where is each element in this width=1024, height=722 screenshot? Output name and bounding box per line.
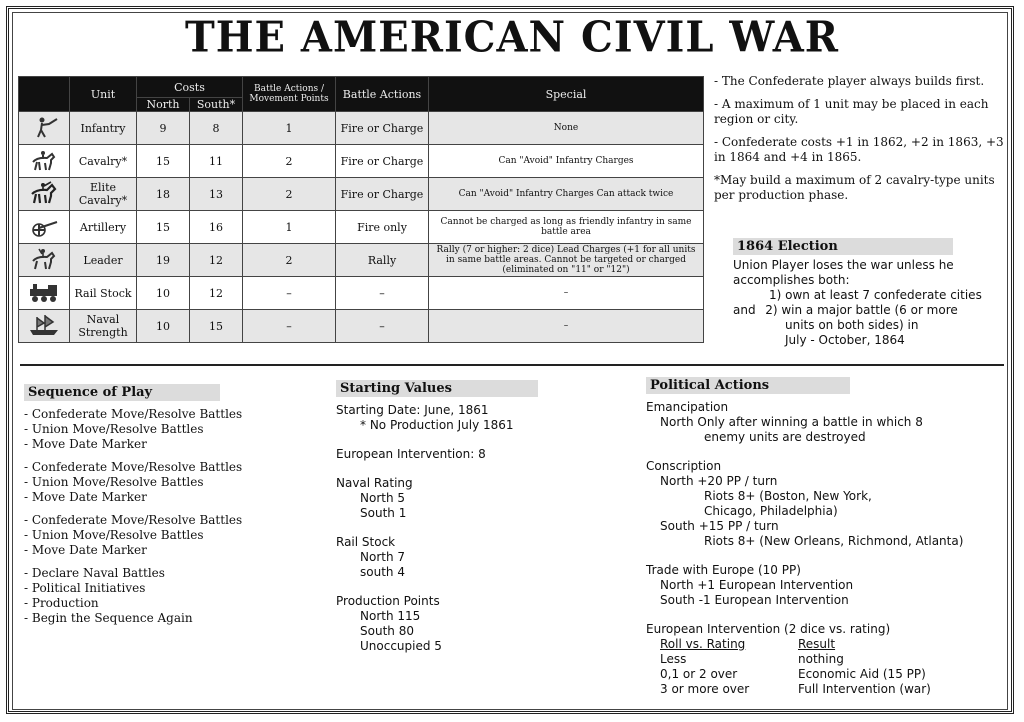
special-cell: Rally (7 or higher: 2 dice) Lead Charges (+1 for all units in same battle areas. Cannot be targeted or charged (eliminated on "11" or "12") — [429, 244, 704, 277]
pp-north: North 115 — [360, 609, 421, 623]
ei-roll: 3 or more over — [660, 682, 750, 696]
conscription-north-3: Chicago, Philadelphia) — [704, 504, 838, 518]
north-cost-cell: 9 — [137, 112, 190, 145]
conscription-north-2: Riots 8+ (Boston, New York, — [704, 489, 872, 503]
political-header: Political Actions — [646, 377, 850, 394]
train-icon — [19, 277, 70, 310]
unit-cost-table — [18, 76, 704, 343]
sequence-step: - Confederate Move/Resolve Battles — [24, 513, 243, 527]
south-cost-cell: 8 — [190, 112, 243, 145]
battle-actions-cell: Rally — [336, 244, 429, 277]
table-row — [19, 310, 704, 343]
south-cost-cell: 12 — [190, 277, 243, 310]
election-box — [733, 238, 993, 348]
build-notes — [714, 74, 1004, 211]
sequence-step: - Confederate Move/Resolve Battles — [24, 460, 243, 474]
infantry-icon — [19, 112, 70, 145]
production-points-label: Production Points — [336, 594, 440, 608]
sequence-step: - Political Initiatives — [24, 581, 146, 595]
south-cost-cell: 15 — [190, 310, 243, 343]
bam-cell: 1 — [243, 211, 336, 244]
emancipation-north-2: enemy units are destroyed — [704, 430, 866, 444]
bam-cell: – — [243, 277, 336, 310]
sequence-group — [24, 407, 304, 452]
ei-roll: Less — [660, 652, 687, 666]
battle-actions-cell: Fire or Charge — [336, 178, 429, 211]
special-cell: – — [429, 277, 704, 310]
election-item2c: July - October, 1864 — [785, 333, 905, 347]
unit-cell: Leader — [70, 244, 137, 277]
table-row — [19, 145, 704, 178]
starting-values — [336, 380, 616, 654]
sequence-step: - Production — [24, 596, 99, 610]
pp-south: South 80 — [360, 624, 414, 638]
political-actions — [646, 377, 996, 697]
unit-cell: Cavalry* — [70, 145, 137, 178]
ei-roll: 0,1 or 2 over — [660, 667, 738, 681]
special-cell: Can "Avoid" Infantry Charges — [429, 145, 704, 178]
north-cost-cell: 15 — [137, 145, 190, 178]
sequence-step: - Union Move/Resolve Battles — [24, 475, 204, 489]
rail-stock-label: Rail Stock — [336, 535, 396, 549]
conscription-north: North +20 PP / turn — [660, 474, 778, 488]
trade-south: South -1 European Intervention — [660, 593, 849, 607]
sequence-header: Sequence of Play — [24, 384, 220, 401]
starting-header: Starting Values — [336, 380, 538, 397]
south-cost-cell: 13 — [190, 178, 243, 211]
conscription-south-2: Riots 8+ (New Orleans, Richmond, Atlanta) — [704, 534, 964, 548]
election-item2: 2) win a major battle (6 or more — [765, 303, 958, 317]
ei-row — [646, 652, 996, 667]
page-title: THE AMERICAN CIVIL WAR — [184, 12, 840, 63]
ei-header-roll: Roll vs. Rating — [660, 637, 746, 651]
sequence-step: - Union Move/Resolve Battles — [24, 422, 204, 436]
special-cell: – — [429, 310, 704, 343]
battle-actions-header: Battle Actions — [336, 77, 429, 112]
election-intro: Union Player loses the war unless he accomplishes both: — [733, 258, 954, 287]
ei-label: European Intervention (2 dice vs. rating) — [646, 622, 891, 636]
north-cost-cell: 15 — [137, 211, 190, 244]
bam-cell: 1 — [243, 112, 336, 145]
election-and: and — [733, 303, 756, 317]
artillery-icon — [19, 211, 70, 244]
note: - The Confederate player always builds first. — [714, 74, 985, 88]
unit-header: Unit — [70, 77, 137, 112]
unit-cell: Naval Strength — [70, 310, 137, 343]
no-production: * No Production July 1861 — [360, 418, 514, 432]
ei-header-result: Result — [798, 637, 836, 651]
ei-result: Full Intervention (war) — [798, 682, 931, 696]
pp-unoccupied: Unoccupied 5 — [360, 639, 442, 653]
bam-cell: – — [243, 310, 336, 343]
north-cost-cell: 10 — [137, 310, 190, 343]
election-item1: 1) own at least 7 confederate cities — [769, 288, 982, 302]
unit-cell: Elite Cavalry* — [70, 178, 137, 211]
battle-actions-cell: Fire or Charge — [336, 112, 429, 145]
bam-cell: 2 — [243, 244, 336, 277]
battle-actions-cell: Fire or Charge — [336, 145, 429, 178]
trade-label: Trade with Europe (10 PP) — [646, 563, 801, 577]
table-row — [19, 211, 704, 244]
section-divider — [20, 364, 1004, 366]
ei-row — [646, 682, 996, 697]
south-header: South* — [190, 98, 243, 112]
table-row — [19, 178, 704, 211]
unit-cell: Rail Stock — [70, 277, 137, 310]
sequence-step: - Begin the Sequence Again — [24, 611, 193, 625]
icon-header — [19, 77, 70, 112]
sequence-of-play — [24, 384, 304, 634]
unit-cell: Infantry — [70, 112, 137, 145]
naval-north: North 5 — [360, 491, 406, 505]
emancipation-label: Emancipation — [646, 400, 729, 414]
ei-row — [646, 667, 996, 682]
sequence-group — [24, 460, 304, 505]
battle-actions-cell: – — [336, 277, 429, 310]
south-cost-cell: 12 — [190, 244, 243, 277]
sequence-step: - Move Date Marker — [24, 490, 147, 504]
leader-icon — [19, 244, 70, 277]
north-cost-cell: 19 — [137, 244, 190, 277]
conscription-south: South +15 PP / turn — [660, 519, 779, 533]
north-header: North — [137, 98, 190, 112]
emancipation-north: North Only after winning a battle in which 8 — [660, 415, 923, 429]
election-item2b: units on both sides) in — [785, 318, 919, 332]
note: - Confederate costs +1 in 1862, +2 in 1863, +3 in 1864 and +4 in 1865. — [714, 135, 1004, 164]
unit-cell: Artillery — [70, 211, 137, 244]
bam-header: Battle Actions / Movement Points — [243, 77, 336, 112]
sequence-group — [24, 566, 304, 626]
sequence-step: - Confederate Move/Resolve Battles — [24, 407, 243, 421]
cavalry-icon — [19, 145, 70, 178]
bam-cell: 2 — [243, 145, 336, 178]
european-intervention: European Intervention: 8 — [336, 447, 486, 461]
battle-actions-cell: – — [336, 310, 429, 343]
special-cell: Can "Avoid" Infantry Charges Can attack twice — [429, 178, 704, 211]
table-row — [19, 112, 704, 145]
battle-actions-cell: Fire only — [336, 211, 429, 244]
sequence-step: - Declare Naval Battles — [24, 566, 165, 580]
ei-result: Economic Aid (15 PP) — [798, 667, 926, 681]
costs-header: Costs — [137, 77, 243, 98]
sequence-step: - Union Move/Resolve Battles — [24, 528, 204, 542]
sequence-step: - Move Date Marker — [24, 437, 147, 451]
special-header: Special — [429, 77, 704, 112]
trade-north: North +1 European Intervention — [660, 578, 854, 592]
note: - A maximum of 1 unit may be placed in each region or city. — [714, 97, 989, 126]
sequence-group — [24, 513, 304, 558]
naval-south: South 1 — [360, 506, 407, 520]
table-row — [19, 277, 704, 310]
ei-result: nothing — [798, 652, 844, 666]
note: *May build a maximum of 2 cavalry-type units per production phase. — [714, 173, 995, 202]
north-cost-cell: 10 — [137, 277, 190, 310]
naval-rating-label: Naval Rating — [336, 476, 413, 490]
sequence-step: - Move Date Marker — [24, 543, 147, 557]
north-cost-cell: 18 — [137, 178, 190, 211]
rail-south: south 4 — [360, 565, 405, 579]
south-cost-cell: 11 — [190, 145, 243, 178]
ship-icon — [19, 310, 70, 343]
bam-cell: 2 — [243, 178, 336, 211]
special-cell: None — [429, 112, 704, 145]
special-cell: Cannot be charged as long as friendly infantry in same battle area — [429, 211, 704, 244]
south-cost-cell: 16 — [190, 211, 243, 244]
elite-cavalry-icon — [19, 178, 70, 211]
starting-date: Starting Date: June, 1861 — [336, 403, 489, 417]
rail-north: North 7 — [360, 550, 406, 564]
conscription-label: Conscription — [646, 459, 722, 473]
table-row — [19, 244, 704, 277]
election-header: 1864 Election — [733, 238, 953, 255]
